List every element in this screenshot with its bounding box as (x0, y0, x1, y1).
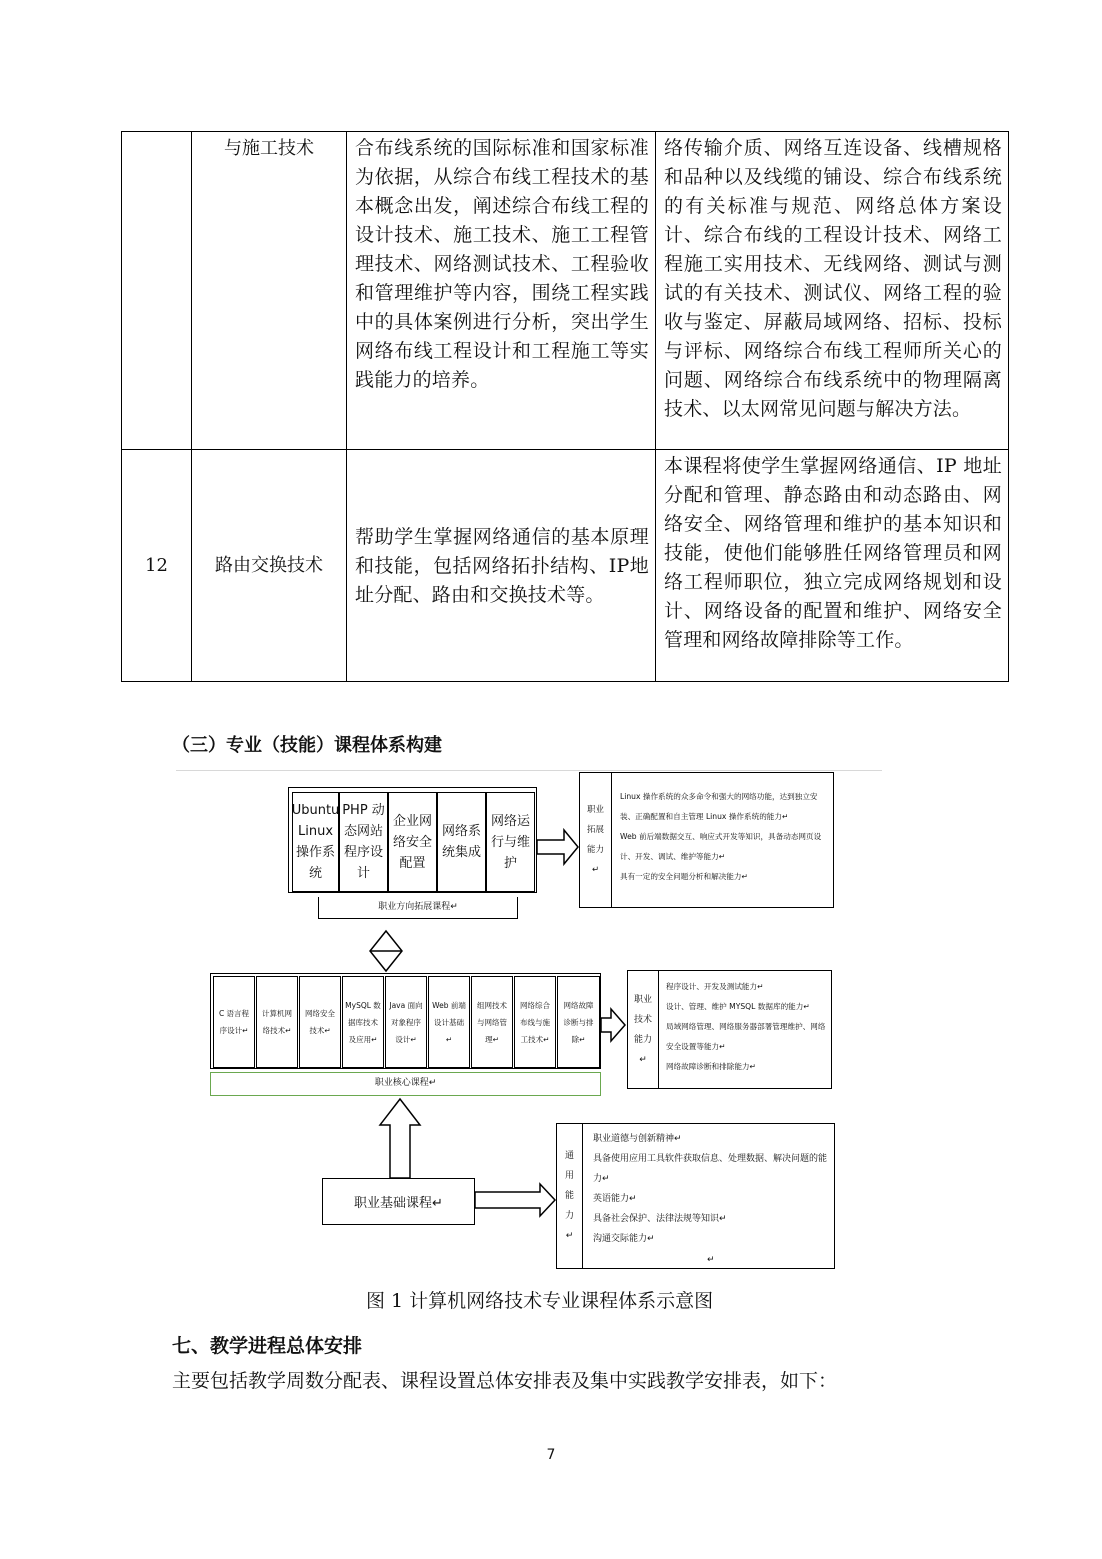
ability-item: Web 前后端数据交互、响应式开发等知识，具备动态网页设计、开发、调试、维护等能力↵ (620, 832, 822, 861)
course-label: 计算机网络技术↵ (262, 1009, 292, 1035)
ability-item: 局域网络管理、网络服务器部署管理维护、网络安全设置等能力↵ (666, 1022, 826, 1051)
course-label: C 语言程序设计↵ (218, 1009, 250, 1035)
ability-item: 具备社会保护、法律法规等知识↵ (593, 1214, 727, 1224)
up-arrow-icon (380, 1099, 420, 1178)
ability-item: Linux 操作系统的众多命令和强大的网络功能，达到独立安装、正确配置和自主管理 Linux 操作系统的能力↵ (620, 792, 818, 821)
right-arrow-icon (601, 1009, 625, 1041)
section7-paragraph: 主要包括教学周数分配表、课程设置总体安排表及集中实践教学安排表，如下： (172, 1370, 838, 1392)
course-label: 网络运行与维护 (490, 813, 530, 871)
right-arrow-icon (475, 1184, 555, 1216)
course-label: PHP 动态网站程序设计 (342, 803, 385, 881)
end-mark: ↵ (707, 1255, 715, 1265)
course-name: 与施工技术 (192, 132, 347, 450)
course-label: Web 前端设计基础↵ (432, 1000, 466, 1044)
ability-item: 设计、管理、维护 MYSQL 数据库的能力↵ (666, 1002, 810, 1011)
course-label: 网络安全技术↵ (305, 1009, 335, 1035)
ability-item: 网络故障诊断和排除能力↵ (666, 1062, 756, 1071)
general-ability-title: 通用能力↵ (557, 1124, 583, 1268)
course-label: 网络故障诊断与排除↵ (563, 1000, 594, 1044)
course-name: 路由交换技术 (192, 450, 347, 682)
ability-item: 职业道德与创新精神↵ (593, 1134, 682, 1144)
course-label: Java 面向对象程序设计↵ (389, 1000, 423, 1044)
course-label: MySQL 数据库技术及应用↵ (345, 1000, 381, 1044)
extension-ability-title: 职业拓展能力↵ (580, 773, 612, 907)
course-content: 本课程将使学生掌握网络通信、IP 地址分配和管理、静态路由和动态路由、网络安全、网络管理和维护的基本知识和技能，使他们能够胜任网络管理员和网络工程师职位，独立完成网络规划和设计、网络设备的配置和维护、网络安全管理和网络故障排除等工作。 (656, 450, 1009, 682)
foundation-course-label: 职业基础课程↵ (354, 1196, 443, 1211)
course-label: 网络综合布线与施工技术↵ (520, 1000, 550, 1044)
course-goal: 帮助学生掌握网络通信的基本原理和技能，包括网络拓扑结构、IP地址分配、路由和交换技术等。 (347, 450, 656, 682)
course-content: 络传输介质、网络互连设备、线槽规格和品种以及线缆的铺设、综合布线系统的有关标准与规范、网络总体方案设计、综合布线的工程设计技术、网络工程施工实用技术、无线网络、测试与测试的有关技术、测试仪、网络工程的验收与鉴定、屏蔽局域网络、招标、投标与评标、网络综合布线工程师所关心的问题、网络综合布线系统中的物理隔离技术、以太网常见问题与解决方法。 (656, 132, 1009, 450)
course-label: 网络系统集成 (441, 824, 481, 860)
extension-course-label: 职业方向拓展课程↵ (318, 897, 518, 919)
figure-caption: 图 1 计算机网络技术专业课程体系示意图 (366, 1290, 714, 1312)
course-goal: 合布线系统的国际标准和国家标准为依据，从综合布线工程技术的基本概念出发，阐述综合布线工程的设计技术、施工技术、施工工程管理技术、网络测试技术、工程验收和管理维护等内容，围绕工程实践中的具体案例进行分析，突出学生网络布线工程设计和工程施工等实践能力的培养。 (347, 132, 656, 450)
course-label: 组网技术与网络管理↵ (477, 1000, 507, 1044)
course-label: Ubuntu Linux操作系统 (291, 803, 340, 881)
core-course-label: 职业核心课程↵ (210, 1072, 601, 1096)
ability-item: 沟通交际能力↵ (593, 1234, 655, 1244)
ability-item: 具备使用应用工具软件获取信息、处理数据、解决问题的能力↵ (593, 1154, 828, 1184)
right-arrow-icon (537, 830, 578, 864)
ability-item: 程序设计、开发及测试能力↵ (666, 982, 764, 991)
course-number: 12 (122, 450, 192, 682)
section7-heading: 七、教学进程总体安排 (172, 1335, 363, 1357)
core-ability-title: 职业技术能力↵ (628, 971, 659, 1088)
ability-item: 具有一定的安全问题分析和解决能力↵ (620, 872, 748, 881)
section-heading: （三）专业（技能）课程体系构建 (172, 735, 442, 756)
course-label: 企业网络安全配置 (392, 813, 432, 871)
page-number: 7 (546, 1447, 556, 1463)
ability-item: 英语能力↵ (593, 1194, 637, 1204)
